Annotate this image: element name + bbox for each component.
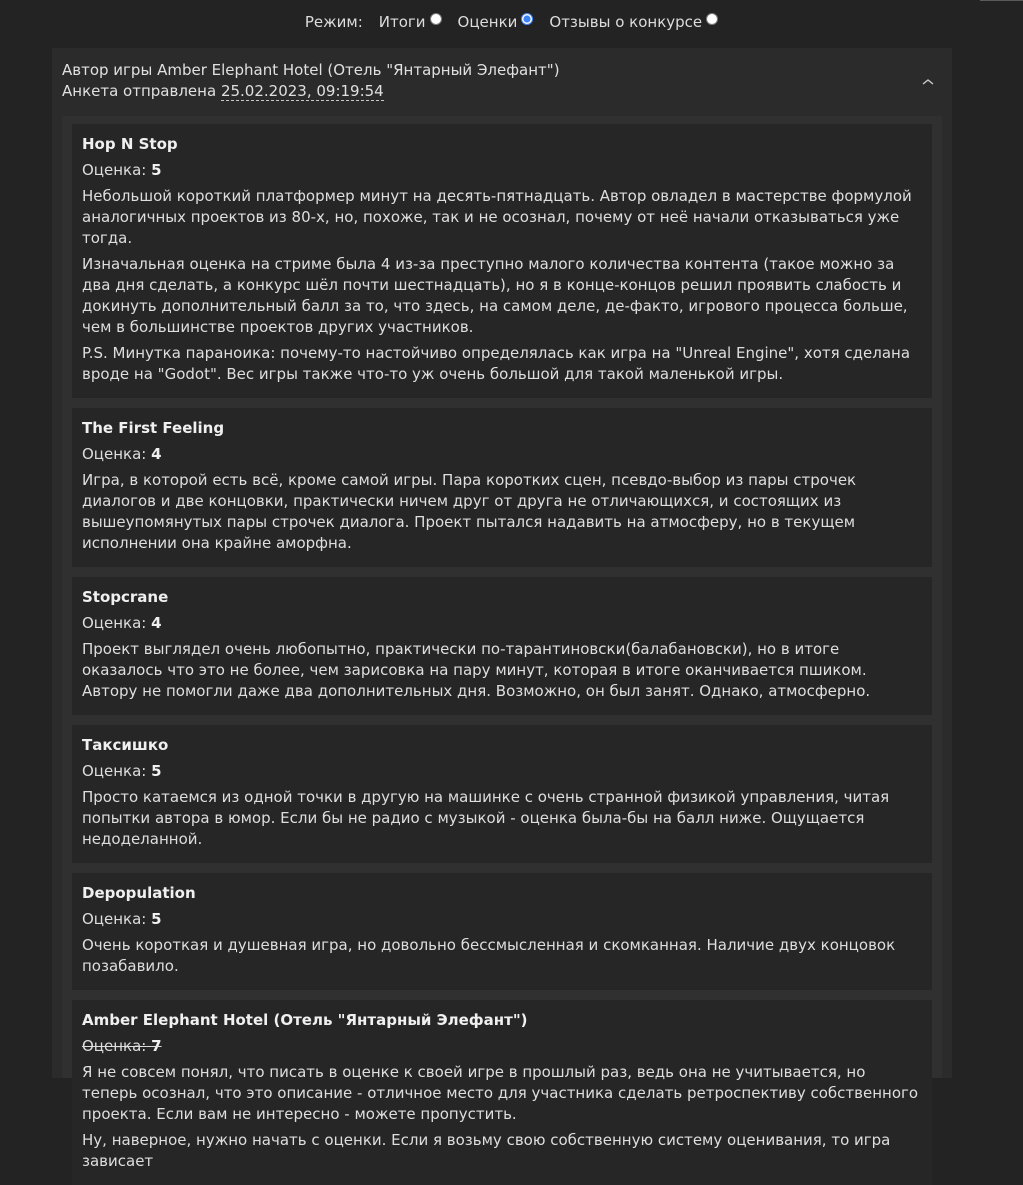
score-value: 7 — [151, 1037, 162, 1055]
review-score — [82, 1036, 922, 1057]
mode-option-feedback[interactable] — [549, 13, 718, 31]
review-text: P.S. Минутка параноика: почему-то настойчиво определялась как игра на "Unreal Engine", хотя сделана вроде на "Godot". Вес игры также что-то уж очень большой для такой маленькой игры. — [82, 344, 911, 383]
score-value: 5 — [151, 161, 162, 179]
score-value: 5 — [151, 762, 162, 780]
mode-option-label: Оценки — [457, 13, 518, 31]
review-card — [72, 1000, 932, 1185]
score-label: Оценка: — [82, 762, 147, 780]
submission-panel — [52, 48, 952, 1170]
score-label: Оценка: — [82, 161, 147, 179]
review-score — [82, 444, 922, 465]
review-text: Проект выглядел очень любопытно, практически по-тарантиновски(балабановски), но в итоге оказалось что это не более, чем зарисовка на пару минут, которая в итоге оканчивается пшиком. Автору не помогли даже два дополнительных дня. Возможно, он был занят. Однако, атмосферно. — [82, 640, 871, 700]
review-title: Таксишко — [82, 736, 169, 754]
mode-option-label: Отзывы о конкурсе — [549, 13, 703, 31]
sent-label: Анкета отправлена — [62, 82, 217, 100]
mode-option-label: Итоги — [378, 13, 426, 31]
review-text: Изначальная оценка на стриме была 4 из-за преступно малого количества контента (такое можно за два дня сделать, а конкурс шёл почти шестнадцать), но я в конце-концов решил проявить слабость и докинуть дополнительный балл за то, что здесь, на самом деле, де-факто, игрового процесса больше, чем в большинстве проектов других участников. — [82, 255, 908, 336]
review-card — [72, 408, 932, 567]
author-line: Автор игры Amber Elephant Hotel (Отель "Янтарный Элефант") — [62, 61, 560, 79]
mode-radio-totals[interactable] — [430, 13, 442, 25]
review-card — [72, 725, 932, 863]
score-label: Оценка: — [82, 445, 147, 463]
review-score — [82, 761, 922, 782]
mode-radio-scores[interactable] — [521, 13, 533, 25]
review-text: Просто катаемся из одной точки в другую на машинке с очень странной физикой управления, читая попытки автора в юмор. Если бы не радио с музыкой - оценка была-бы на балл ниже. Ощущается недоделанной. — [82, 788, 890, 848]
review-title: Depopulation — [82, 884, 196, 902]
score-value: 5 — [151, 910, 162, 928]
review-card — [72, 124, 932, 398]
review-text: Я не совсем понял, что писать в оценке к своей игре в прошлый раз, ведь она не учитывается, но теперь осознал, что это описание - отличное место для участника сделать ретроспективу собственного проекта. Если вам не интересно - можете пропустить. — [82, 1063, 919, 1123]
mode-selector — [0, 0, 1023, 44]
mode-label: Режим: — [304, 13, 363, 31]
reviews-list — [62, 116, 942, 1170]
submission-header[interactable] — [52, 48, 952, 112]
review-score — [82, 909, 922, 930]
mode-option-scores[interactable] — [458, 13, 534, 31]
chevron-up-icon[interactable] — [922, 78, 934, 86]
review-card — [72, 873, 932, 990]
review-text: Игра, в которой есть всё, кроме самой игры. Пара коротких сцен, псевдо-выбор из пары строчек диалогов и две концовки, практически ничем друг от друга не отличающихся, и состоящих из вышеупомянутых пары строчек диалога. Проект пытался надавить на атмосферу, но в текущем исполнении она крайне аморфна. — [82, 471, 857, 552]
score-value: 4 — [151, 445, 162, 463]
review-text: Ну, наверное, нужно начать с оценки. Если я возьму свою собственную систему оценивания, то игра зависает — [82, 1131, 891, 1170]
mode-option-totals[interactable] — [379, 13, 442, 31]
review-title: Amber Elephant Hotel (Отель "Янтарный Элефант") — [82, 1011, 528, 1029]
score-label: Оценка: — [82, 1037, 147, 1055]
mode-radio-feedback[interactable] — [706, 13, 718, 25]
score-value: 4 — [151, 614, 162, 632]
sent-date: 25.02.2023, 09:19:54 — [220, 82, 384, 100]
review-title: The First Feeling — [82, 419, 225, 437]
review-text: Небольшой короткий платформер минут на десять-пятнадцать. Автор овладел в мастерстве формулой аналогичных проектов из 80-х, но, похоже, так и не осознал, почему от неё начали отказываться уже тогда. — [82, 187, 912, 247]
review-title: Stopcrane — [82, 588, 169, 606]
review-score — [82, 613, 922, 634]
review-text: Очень короткая и душевная игра, но довольно бессмысленная и скомканная. Наличие двух концовок позабавило. — [82, 936, 896, 975]
window-edge — [980, 0, 1023, 4]
review-card — [72, 577, 932, 715]
review-score — [82, 160, 922, 181]
review-title: Hop N Stop — [82, 135, 178, 153]
sent-line — [62, 81, 942, 102]
score-label: Оценка: — [82, 910, 147, 928]
score-label: Оценка: — [82, 614, 147, 632]
